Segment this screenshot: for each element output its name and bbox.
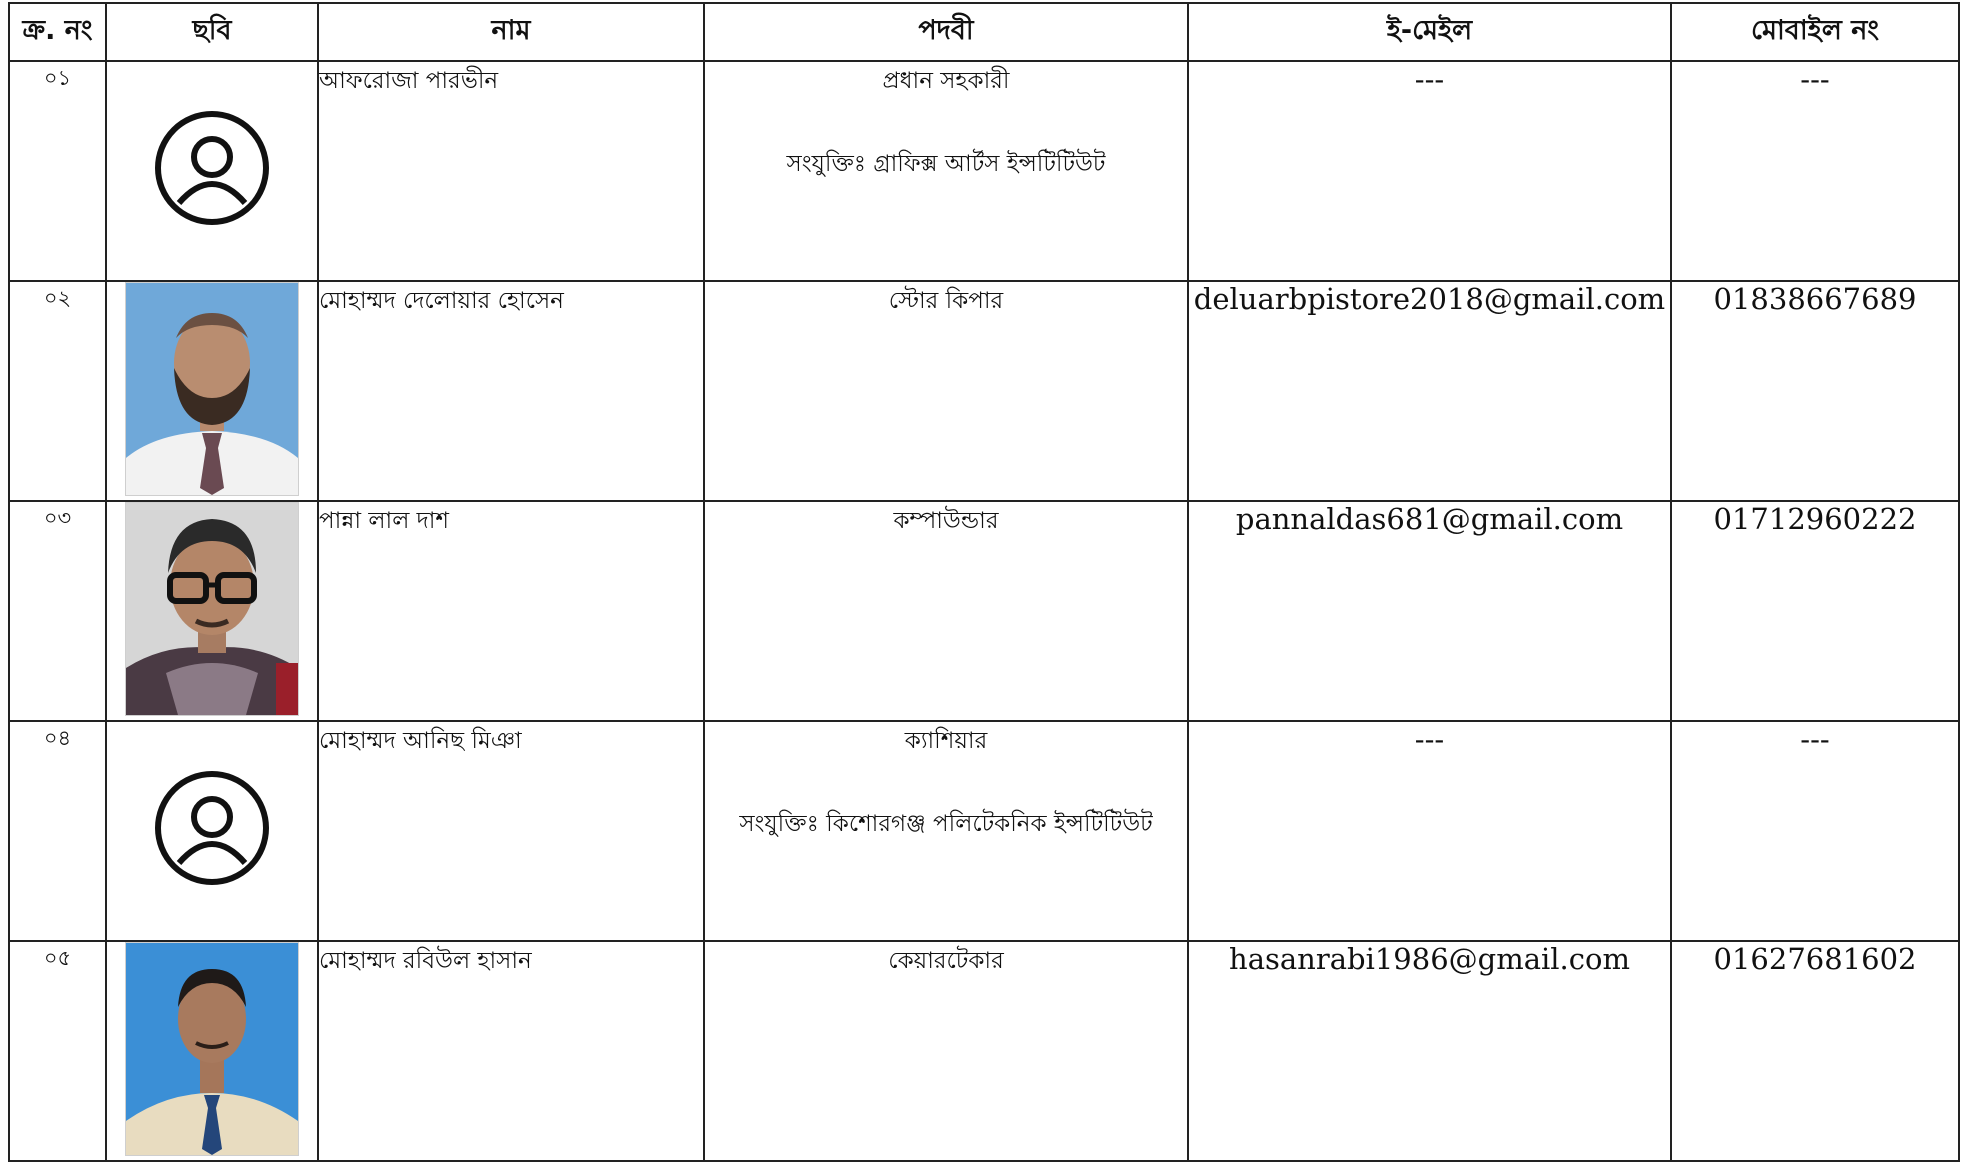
header-title: পদবী [704,3,1188,61]
serial-cell: ০৩ [9,501,106,721]
table-row [9,941,1959,1161]
header-email: ই-মেইল [1188,3,1671,61]
serial-cell: ০৪ [9,721,106,941]
photo-cell [106,721,318,941]
title-cell [704,281,1188,501]
portrait-photo [125,282,299,496]
name-cell: মোহাম্মদ দেলোয়ার হোসেন [318,281,704,501]
table-header-row [9,3,1959,61]
photo-cell [106,501,318,721]
mobile-cell: 01838667689 [1671,281,1959,501]
email-cell: deluarbpistore2018@gmail.com [1188,281,1671,501]
serial-cell: ০২ [9,281,106,501]
placeholder-avatar-icon [154,110,270,226]
mobile-cell: 01627681602 [1671,941,1959,1161]
serial-cell: ০১ [9,61,106,281]
table-row [9,281,1959,501]
name-cell: আফরোজা পারভীন [318,61,704,281]
title-cell [704,61,1188,281]
table-row [9,721,1959,941]
name-cell: পান্না লাল দাশ [318,501,704,721]
serial-cell: ০৫ [9,941,106,1161]
mobile-cell: 01712960222 [1671,501,1959,721]
photo-cell [106,61,318,281]
header-name: নাম [318,3,704,61]
designation: ক্যাশিয়ার [904,728,988,754]
mobile-cell: --- [1671,721,1959,941]
placeholder-avatar-icon [154,770,270,886]
photo-cell [106,941,318,1161]
email-cell: --- [1188,721,1671,941]
portrait-photo [125,502,299,716]
title-cell [704,501,1188,721]
designation: প্রধান সহকারী [882,68,1010,94]
photo-cell [106,281,318,501]
table-row [9,61,1959,281]
email-cell: pannaldas681@gmail.com [1188,501,1671,721]
designation: স্টোর কিপার [888,288,1004,314]
header-mobile: মোবাইল নং [1671,3,1959,61]
title-cell [704,941,1188,1161]
email-cell: hasanrabi1986@gmail.com [1188,941,1671,1161]
header-photo: ছবি [106,3,318,61]
staff-table [8,2,1960,1162]
title-cell [704,721,1188,941]
email-cell: --- [1188,61,1671,281]
designation: কেয়ারটেকার [888,948,1004,974]
mobile-cell: --- [1671,61,1959,281]
attachment-note: সংযুক্তিঃ গ্রাফিক্স আর্টস ইন্সটিটিউট [786,151,1106,177]
attachment-note: সংযুক্তিঃ কিশোরগঞ্জ পলিটেকনিক ইন্সটিটিউট [739,811,1153,837]
header-serial: ক্র. নং [9,3,106,61]
name-cell: মোহাম্মদ আনিছ মিঞা [318,721,704,941]
table-row [9,501,1959,721]
designation: কম্পাউন্ডার [893,508,999,534]
portrait-photo [125,942,299,1156]
name-cell: মোহাম্মদ রবিউল হাসান [318,941,704,1161]
